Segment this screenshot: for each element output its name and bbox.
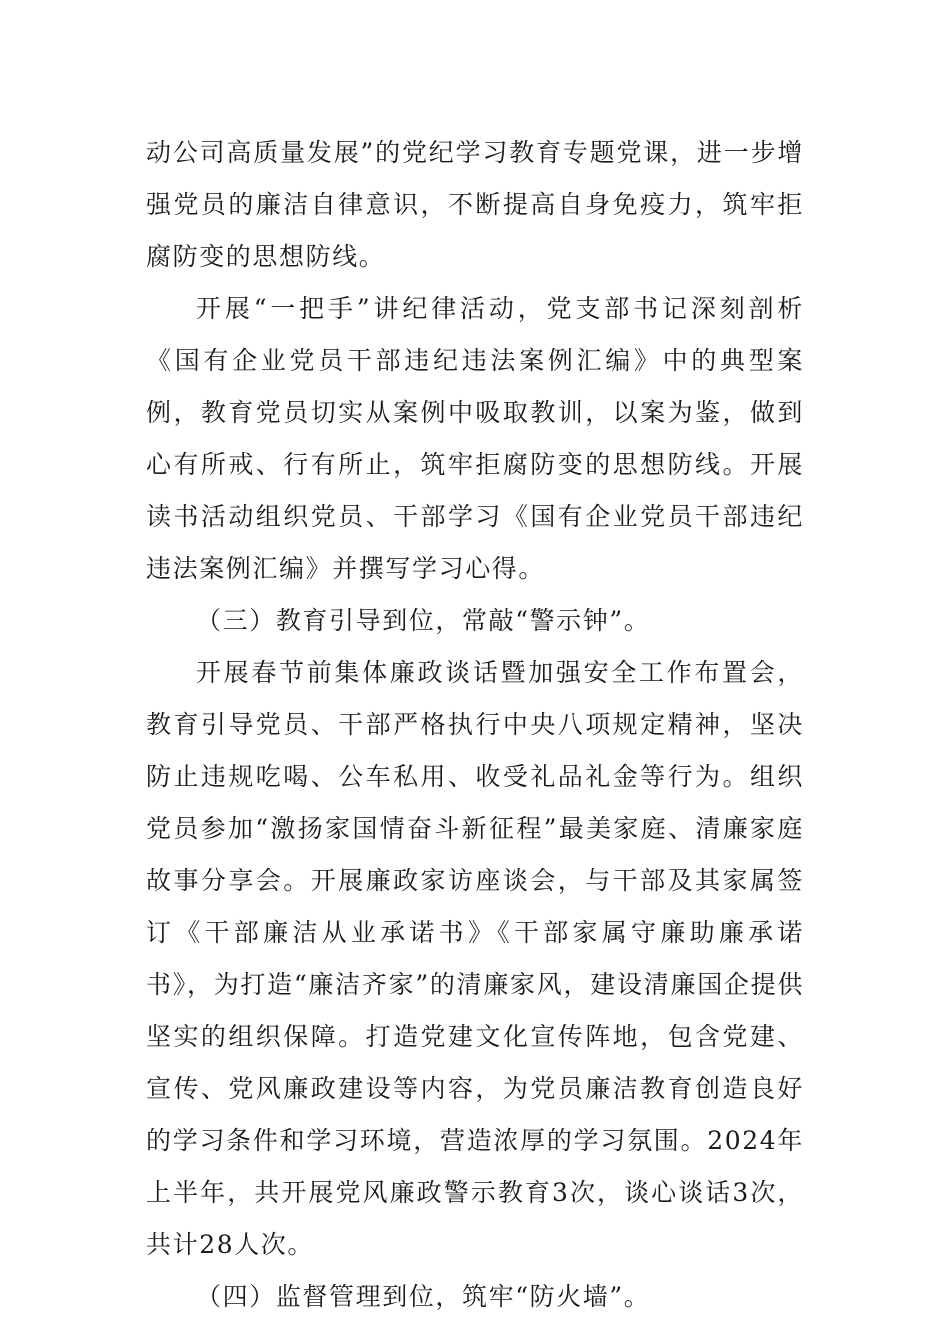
paragraph-yibashou-activity: 开展“一把手”讲纪律活动，党支部书记深刻剖析《国有企业党员干部违纪违法案例汇编》中的典型案例，教育党员切实从案例中吸取教训，以案为鉴，做到心有所戒、行有所止，筑牢拒腐防变的思想防线。开展读书活动组织党员、干部学习《国有企业党员干部违纪违法案例汇编》并撰写学习心得。 (146, 294, 804, 583)
paragraph-education-guidance: 开展春节前集体廉政谈话暨加强安全工作布置会，教育引导党员、干部严格执行中央八项规定精神，坚决防止违规吃喝、公车私用、收受礼品礼金等行为。组织党员参加“激扬家国情奋斗新征程”最美家庭、清廉家庭故事分享会。开展廉政家访座谈会，与干部及其家属签订《干部廉洁从业承诺书》《干部家属守廉助廉承诺书》，为打造“廉洁齐家”的清廉家风，建设清廉国企提供坚实的组织保障。打造党建文化宣传阵地，包含党建、宣传、党风廉政建设等内容，为党员廉洁教育创造良好的学习条件和学习环境，营造浓厚的学习氛围。2024年上半年，共开展党风廉政警示教育3次，谈心谈话3次，共计28人次。 (146, 658, 804, 1259)
section-heading-3: （三）教育引导到位，常敲“警示钟”。 (196, 606, 651, 635)
paragraph-continuation: 动公司高质量发展”的党纪学习教育专题党课，进一步增强党员的廉洁自律意识，不断提高自身免疫力，筑牢拒腐防变的思想防线。 (146, 138, 804, 271)
document-body (146, 127, 804, 1323)
section-heading-4: （四）监督管理到位，筑牢“防火墙”。 (196, 1282, 651, 1311)
